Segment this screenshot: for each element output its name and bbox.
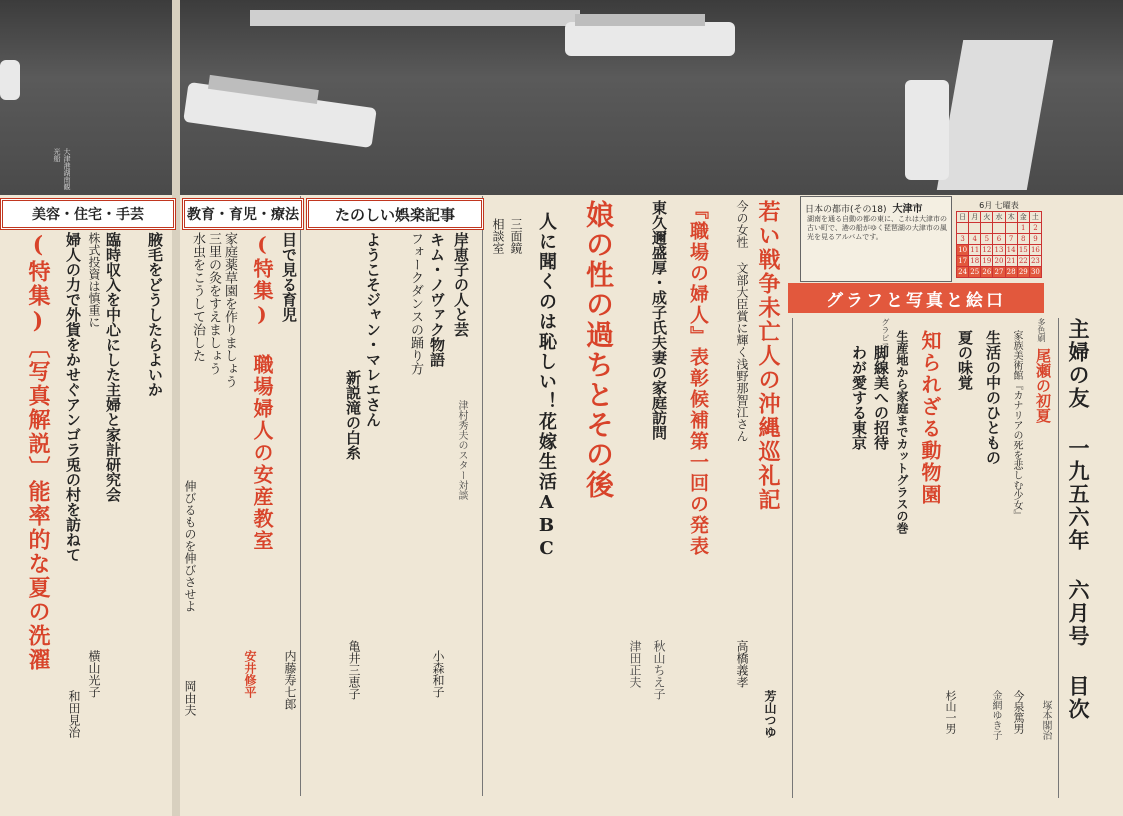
cal-cell [981,223,993,234]
cal-day: 水 [993,212,1005,223]
boat-docked [905,80,949,180]
cal-cell: 28 [1006,268,1016,276]
cal-cell: 24 [958,268,968,276]
folk: フォークダンスの踊り方 [408,232,423,375]
heading-marriage: 人に聞くのは恥しい！花嫁生活ABC [536,212,557,561]
kabu-author: 横山光子 [87,650,101,698]
cal-day: 火 [981,212,993,223]
cal-cell [957,223,969,234]
sanri: 三里の灸をすえましょう [206,232,221,375]
fujin-author: 和田見治 [67,690,81,738]
cal-cell: 17 [958,257,968,265]
cal-cell: 5 [981,234,993,245]
rule-title [1058,318,1059,798]
nobiru: 伸びるものを伸びさせよ [183,480,197,612]
pier [250,10,580,26]
entry-4: 生産地から家庭までカットグラスの巻 [895,330,909,534]
kim: キム・ノヴァク物語 [428,232,446,367]
entry-nachie: 今の女性 文部大臣賞に輝く浅野那智江さん [735,200,749,442]
section-entertain-label: たのしい娯楽記事 [334,205,455,224]
cal-cell: 10 [958,246,968,254]
boat-large [183,82,377,148]
gravure-label: グラビア [881,318,890,350]
cal-cell: 8 [1017,234,1029,245]
city-info-box [800,196,952,282]
special: (特集) 職場婦人の安産教室 [250,232,274,552]
cal-day: 土 [1029,212,1041,223]
section-edu [182,198,304,230]
kabu: 株式投資は慎重に [87,232,101,328]
section-edu-label: 教育・育児・療法 [187,207,299,223]
novel-author: 亀井三恵子 [347,640,361,700]
entry-1-author: 金網ゆき子 [990,690,1001,740]
boat-mid [565,22,735,56]
city-name: 大津市 [892,204,923,215]
entry-5: 脚線美への招待 [872,345,890,450]
cal-cell [1005,223,1017,234]
cal-cell: 18 [970,257,980,265]
cover-photo [0,0,1123,195]
cal-cell: 29 [1018,268,1028,276]
novel: 新説滝の白糸 [344,370,362,460]
heading-award: 『職場の婦人』表彰候補第一回の発表 [687,200,709,557]
cal-cell: 16 [1030,246,1040,254]
entry-nachie-author: 高橋義孝 [735,640,749,688]
star: 岸恵子の人と芸 [452,232,470,337]
cal-cell: 7 [1005,234,1017,245]
sodan: 相談室 [491,218,505,254]
kaisetsu: (特集)〔写真解説〕能率的な夏の洗濯 [25,232,51,672]
cal-cell [993,223,1005,234]
rinji: 臨時収入を中心にした主婦と家計研究会 [104,232,122,502]
sanmen: 三面鏡 [509,218,523,254]
cal-cell: 3 [957,234,969,245]
cal-cell: 12 [982,246,992,254]
tag-oze: 尾瀬の初夏 [1034,348,1052,423]
boat-small [0,60,20,100]
color-label: 多色刷 [1037,318,1046,342]
rule-gravure [792,318,793,798]
wakige: 腋毛をどうしたらよいか [146,232,164,397]
graph-banner: グラフと写真と絵口 [788,283,1044,313]
uchifuji: 内藤寿七郎 [283,650,297,710]
entry-okinawa: 若い戦争未亡人の沖縄巡礼記 [755,200,781,512]
heading-big: 娘の性の過ちとその後 [582,200,615,500]
cal-cell: 19 [982,257,992,265]
cal-cell: 6 [993,234,1005,245]
tag-oze-author: 塚本閣治 [1040,700,1051,740]
cal-day: 月 [969,212,981,223]
fujin: 婦人の力で外貨をかせぐアンゴラ兎の村を訪ねて [64,232,82,562]
mede: 目で見る育児 [280,232,298,322]
special-author: 安井修平 [243,650,257,698]
cal-cell: 20 [994,257,1004,265]
rule-edu [300,196,301,796]
cal-cell: 30 [1030,268,1040,276]
cal-cell: 15 [1018,246,1028,254]
calendar-title: 6月 七曜表 [979,201,1019,210]
section-entertain [306,198,484,230]
kateiyaku: 家庭薬草園を作りましょう [222,232,237,388]
cal-cell: 26 [982,268,992,276]
entry-2: 夏の味覚 [956,330,974,390]
entry-2-author: 杉山一男 [944,690,957,734]
cal-cell: 25 [970,268,980,276]
gutter [172,0,180,816]
entry-1: 生活の中のひともの [984,330,1002,465]
cal-day: 日 [957,212,969,223]
cal-cell: 13 [994,246,1004,254]
star-note: 津村秀夫のスター対談 [456,400,467,500]
entry-0 [1010,330,1022,520]
komori: 小森和子 [431,650,445,698]
entry-title: 家族美術館『カナリアの死を悲しむ少女』 [1011,330,1022,520]
cal-cell: 9 [1029,234,1041,245]
city-info-title: 日本の都市(その18) [805,205,887,215]
section-home-label: 美容・住宅・手芸 [32,207,144,223]
cal-cell: 4 [969,234,981,245]
cal-day: 木 [1005,212,1017,223]
calendar-table [956,211,1042,278]
cal-cell: 1 [1017,223,1029,234]
rule-left [482,196,483,796]
calendar [956,200,1042,278]
cal-cell: 23 [1030,257,1040,265]
cal-cell: 14 [1006,246,1016,254]
section-home [0,198,176,230]
tsuda: 津田正夫 [628,640,642,688]
akiyama: 秋山ちえ子 [652,640,666,700]
heading-interview: 東久邇盛厚・成子氏夫妻の家庭訪問 [650,200,668,440]
cal-cell: 11 [970,246,980,254]
oka: 岡由夫 [183,680,197,716]
photo-caption: 大津港湖南観光船 [53,148,71,190]
cal-cell: 27 [994,268,1004,276]
city-info-text: 湖南を通る自動の都の東に、これは大津市の古い町で、港の船がゆく琵琶湖の大津市の風光を見るアルバムです。 [807,215,947,241]
entry-6: わが愛する東京 [850,345,868,450]
dock [937,40,1053,190]
entry-okinawa-author: 芳山つゆ [763,690,777,738]
entry-0-author: 今泉篤男 [1012,690,1025,734]
cal-day: 金 [1017,212,1029,223]
magazine-title: 主婦の友 一九五六年 六月号 目次 [1066,318,1091,721]
cal-cell [969,223,981,234]
yokoso: ようこそジャン・マレエさん [364,232,382,427]
entry-3: 知られざる動物園 [918,330,942,506]
cal-cell: 22 [1018,257,1028,265]
cal-cell: 2 [1029,223,1041,234]
mizumushi: 水虫をこうして治した [190,232,205,362]
cal-cell: 21 [1006,257,1016,265]
